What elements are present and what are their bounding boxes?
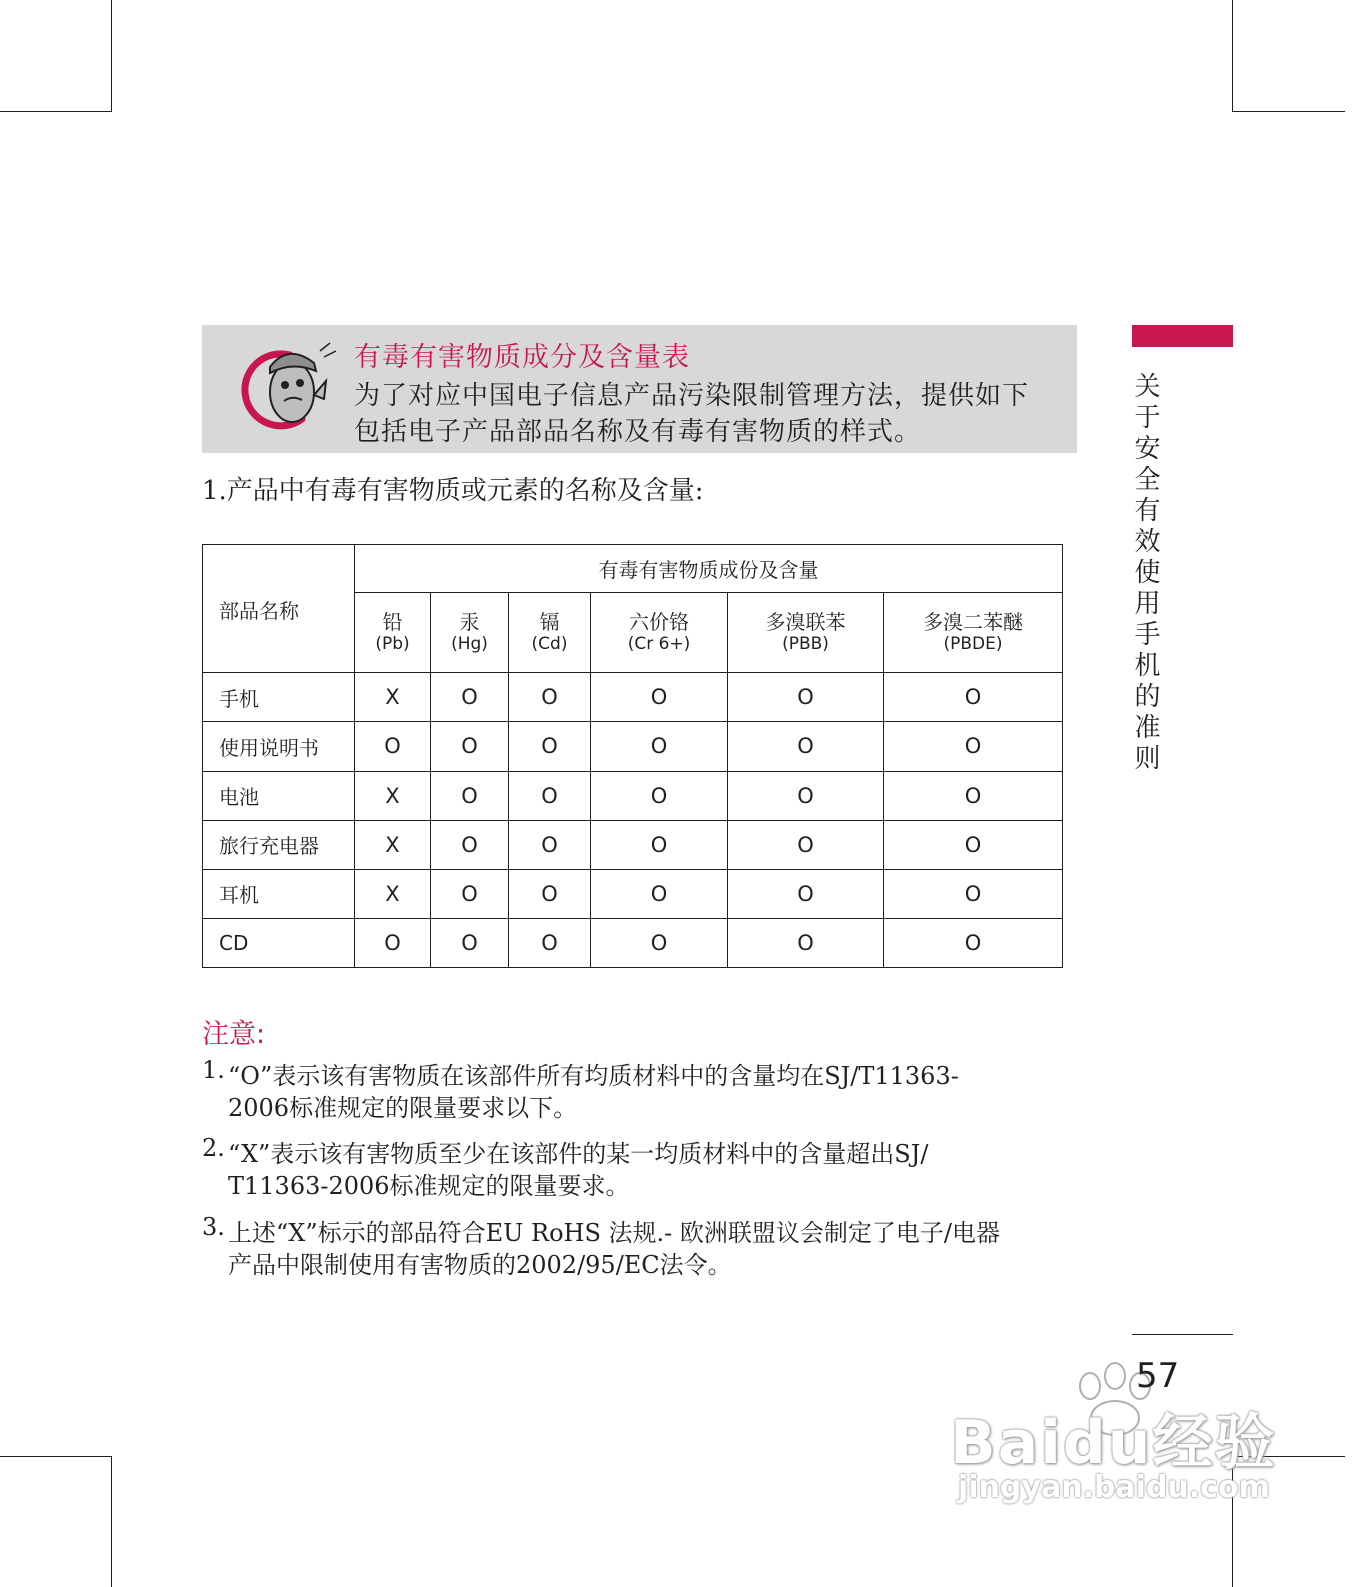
compliance-mark-cell: X xyxy=(355,869,431,918)
compliance-mark-cell: O xyxy=(728,722,884,771)
compliance-mark-cell: O xyxy=(355,918,431,967)
substance-symbol: (PBDE) xyxy=(943,633,1003,654)
compliance-mark-cell: O xyxy=(431,722,509,771)
section-title: 1.产品中有毒有害物质或元素的名称及含量: xyxy=(202,476,704,506)
compliance-mark-cell: O xyxy=(728,918,884,967)
note-number: 1. xyxy=(202,1056,225,1084)
part-name-cell: 手机 xyxy=(203,673,355,722)
baidu-watermark: Baidu经验 xyxy=(950,1408,1277,1478)
note-text-line: 上述“X”标示的部品符合EU RoHS 法规.- 欧洲联盟议会制定了电子/电器 xyxy=(228,1219,1000,1247)
compliance-mark-cell: O xyxy=(728,869,884,918)
compliance-mark-cell: O xyxy=(884,722,1063,771)
substance-name: 六价铬 xyxy=(629,609,689,634)
compliance-mark-cell: O xyxy=(509,722,591,771)
substance-name: 铅 xyxy=(382,609,403,634)
note-text-line: 产品中限制使用有害物质的2002/95/EC法令。 xyxy=(228,1251,732,1279)
compliance-mark-cell: O xyxy=(884,918,1063,967)
note-number: 2. xyxy=(202,1134,225,1162)
table-row xyxy=(203,869,1063,918)
substance-header xyxy=(431,593,509,673)
page-number-rule xyxy=(1132,1334,1233,1335)
substance-name: 多溴二苯醚 xyxy=(923,609,1024,634)
crop-mark xyxy=(0,111,112,112)
compliance-mark-cell: O xyxy=(591,771,728,820)
part-name-header: 部品名称 xyxy=(203,545,355,673)
compliance-mark-cell: O xyxy=(591,918,728,967)
substance-name: 镉 xyxy=(539,609,560,634)
compliance-mark-cell: O xyxy=(431,869,509,918)
note-number: 3. xyxy=(202,1213,225,1241)
compliance-mark-cell: O xyxy=(509,673,591,722)
crop-mark xyxy=(1232,0,1233,112)
part-name-cell: CD xyxy=(203,918,355,967)
compliance-mark-cell: O xyxy=(591,722,728,771)
cautious-character-icon xyxy=(230,337,340,437)
substance-symbol: (PBB) xyxy=(782,633,829,654)
compliance-mark-cell: O xyxy=(509,869,591,918)
compliance-mark-cell: O xyxy=(728,673,884,722)
crop-mark xyxy=(111,0,112,112)
substance-header xyxy=(884,593,1063,673)
table-row xyxy=(203,673,1063,722)
substance-header xyxy=(728,593,884,673)
part-name-cell: 旅行充电器 xyxy=(203,820,355,869)
note-title: 注意: xyxy=(202,1019,266,1050)
compliance-mark-cell: O xyxy=(884,673,1063,722)
notice-banner xyxy=(202,325,1077,453)
page-number: 57 xyxy=(1136,1356,1180,1396)
banner-text-line: 为了对应中国电子信息产品污染限制管理方法，提供如下 xyxy=(354,381,1030,411)
compliance-mark-cell: O xyxy=(431,820,509,869)
compliance-mark-cell: O xyxy=(591,673,728,722)
compliance-mark-cell: X xyxy=(355,820,431,869)
substance-symbol: (Hg) xyxy=(451,633,488,654)
part-name-cell: 电池 xyxy=(203,771,355,820)
compliance-mark-cell: O xyxy=(728,820,884,869)
table-row xyxy=(203,918,1063,967)
compliance-mark-cell: O xyxy=(509,918,591,967)
part-name-cell: 耳机 xyxy=(203,869,355,918)
chapter-title-vertical: 关于安全有效使用手机的准则 xyxy=(1130,372,1160,775)
compliance-mark-cell: O xyxy=(884,869,1063,918)
section-tab-bar xyxy=(1132,325,1233,347)
substance-header xyxy=(591,593,728,673)
crop-mark xyxy=(111,1456,112,1587)
banner-text-line: 包括电子产品部品名称及有毒有害物质的样式。 xyxy=(354,417,922,447)
compliance-mark-cell: X xyxy=(355,673,431,722)
compliance-mark-cell: O xyxy=(591,820,728,869)
compliance-mark-cell: O xyxy=(431,673,509,722)
compliance-mark-cell: O xyxy=(509,771,591,820)
note-text-line: 2006标准规定的限量要求以下。 xyxy=(228,1094,578,1122)
compliance-mark-cell: O xyxy=(355,722,431,771)
banner-title: 有毒有害物质成分及含量表 xyxy=(354,342,690,373)
compliance-mark-cell: O xyxy=(509,820,591,869)
compliance-mark-cell: O xyxy=(431,918,509,967)
compliance-mark-cell: O xyxy=(728,771,884,820)
compliance-mark-cell: O xyxy=(884,771,1063,820)
compliance-mark-cell: X xyxy=(355,771,431,820)
substance-header xyxy=(509,593,591,673)
table-row xyxy=(203,722,1063,771)
substance-group-header: 有毒有害物质成份及含量 xyxy=(355,545,1063,593)
crop-mark xyxy=(1232,111,1345,112)
compliance-mark-cell: O xyxy=(591,869,728,918)
substance-name: 汞 xyxy=(459,609,480,634)
compliance-mark-cell: O xyxy=(431,771,509,820)
baidu-watermark-url: jingyan.baidu.com xyxy=(958,1470,1270,1505)
substance-name: 多溴联苯 xyxy=(765,609,846,634)
hazardous-substance-table xyxy=(202,544,1063,968)
substance-header xyxy=(355,593,431,673)
note-text-line: “X”表示该有害物质至少在该部件的某一均质材料中的含量超出SJ/ xyxy=(228,1140,929,1168)
crop-mark xyxy=(0,1456,112,1457)
table-row xyxy=(203,820,1063,869)
substance-symbol: (Cd) xyxy=(531,633,568,654)
substance-symbol: (Cr 6+) xyxy=(627,633,691,654)
table-row xyxy=(203,771,1063,820)
note-text-line: “O”表示该有害物质在该部件所有均质材料中的含量均在SJ/T11363- xyxy=(228,1062,959,1090)
substance-symbol: (Pb) xyxy=(375,633,410,654)
compliance-mark-cell: O xyxy=(884,820,1063,869)
part-name-cell: 使用说明书 xyxy=(203,722,355,771)
note-text-line: T11363-2006标准规定的限量要求。 xyxy=(228,1172,630,1200)
